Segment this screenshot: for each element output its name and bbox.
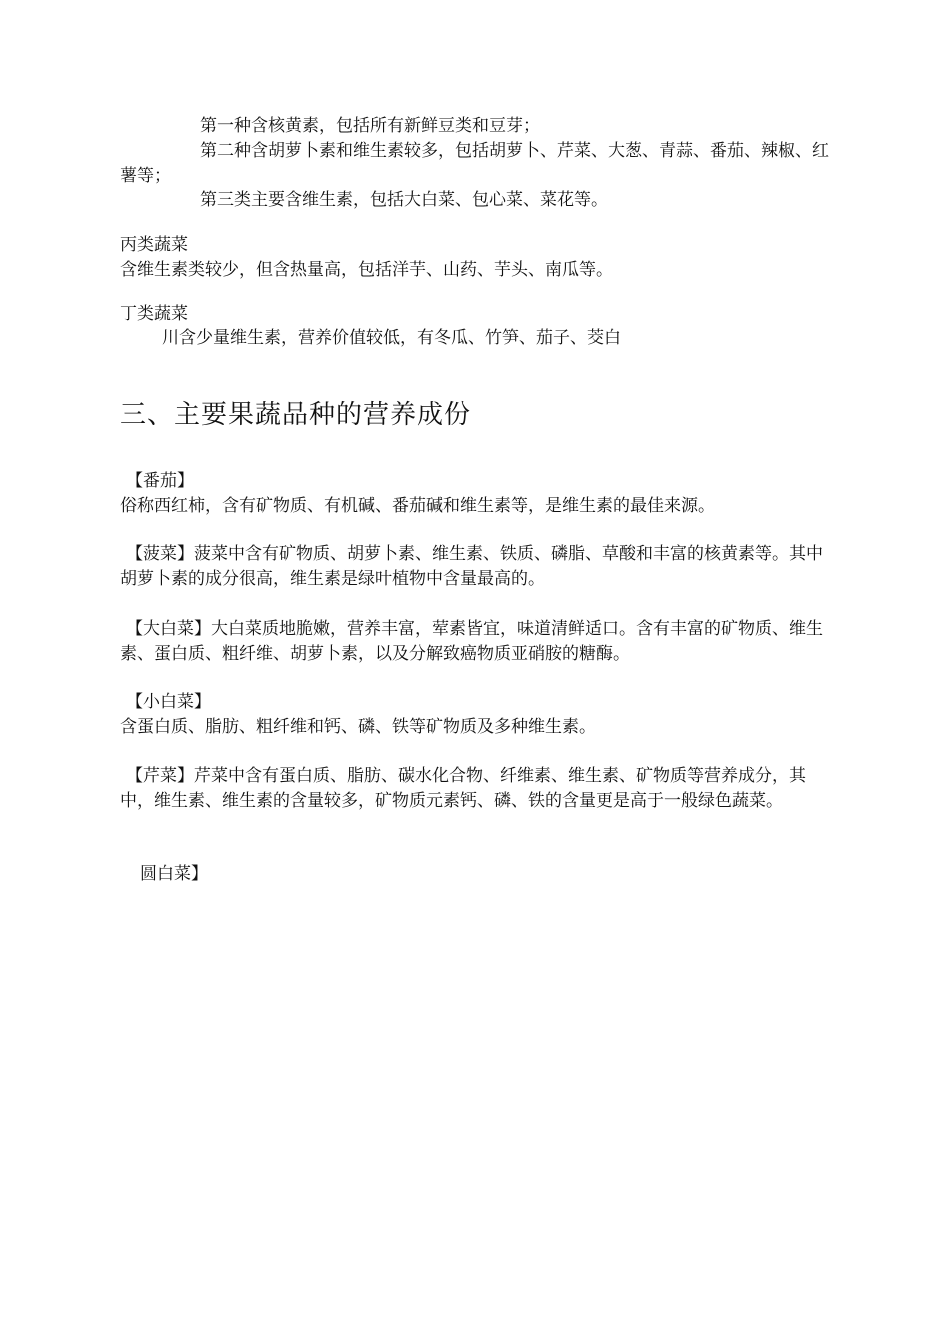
cabbage-paragraph: 【大白菜】大白菜质地脆嫩，营养丰富，荤素皆宜，味道清鲜适口。含有丰富的矿物质、维生素、蛋白质、粗纤维、胡萝卜素，以及分解致癌物质亚硝胺的糖酶。: [120, 619, 823, 664]
spinach-paragraph: 【菠菜】菠菜中含有矿物质、胡萝卜素、维生素、铁质、磷脂、草酸和丰富的核黄素等。其中胡萝卜素的成分很高，维生素是绿叶植物中含量最高的。: [120, 544, 823, 589]
category-d-title: 丁类蔬菜: [120, 304, 188, 324]
category-c-text: 含维生素类较少，但含热量高，包括洋芋、山药、芋头、南瓜等。: [120, 260, 613, 280]
bokchoy-text: 含蛋白质、脂肪、粗纤维和钙、磷、铁等矿物质及多种维生素。: [120, 717, 596, 737]
vegetable-type-second: 第二种含胡萝卜素和维生素较多，包括胡萝卜、芹菜、大葱、青蒜、番茄、辣椒、红薯等；: [120, 141, 829, 186]
tomato-title: 【番茄】: [126, 471, 194, 491]
category-c-title: 丙类蔬菜: [120, 235, 188, 255]
vegetable-type-first: 第一种含核黄素，包括所有新鲜豆类和豆芽；: [200, 116, 540, 136]
tomato-text: 俗称西红柿，含有矿物质、有机碱、番茄碱和维生素等，是维生素的最佳来源。: [120, 496, 715, 516]
section-three-heading: 三、主要果蔬品种的营养成份: [120, 400, 472, 430]
vegetable-type-third: 第三类主要含维生素，包括大白菜、包心菜、菜花等。: [200, 190, 608, 210]
celery-paragraph: 【芹菜】芹菜中含有蛋白质、脂肪、碳水化合物、纤维素、维生素、矿物质等营养成分，其中，维生素、维生素的含量较多，矿物质元素钙、磷、铁的含量更是高于一般绿色蔬菜。: [120, 766, 806, 811]
category-d-text: 川含少量维生素，营养价值较低，有冬瓜、竹笋、茄子、茭白: [162, 328, 621, 348]
bokchoy-title: 【小白菜】: [126, 692, 211, 712]
round-cabbage-title: 圆白菜】: [140, 864, 208, 884]
